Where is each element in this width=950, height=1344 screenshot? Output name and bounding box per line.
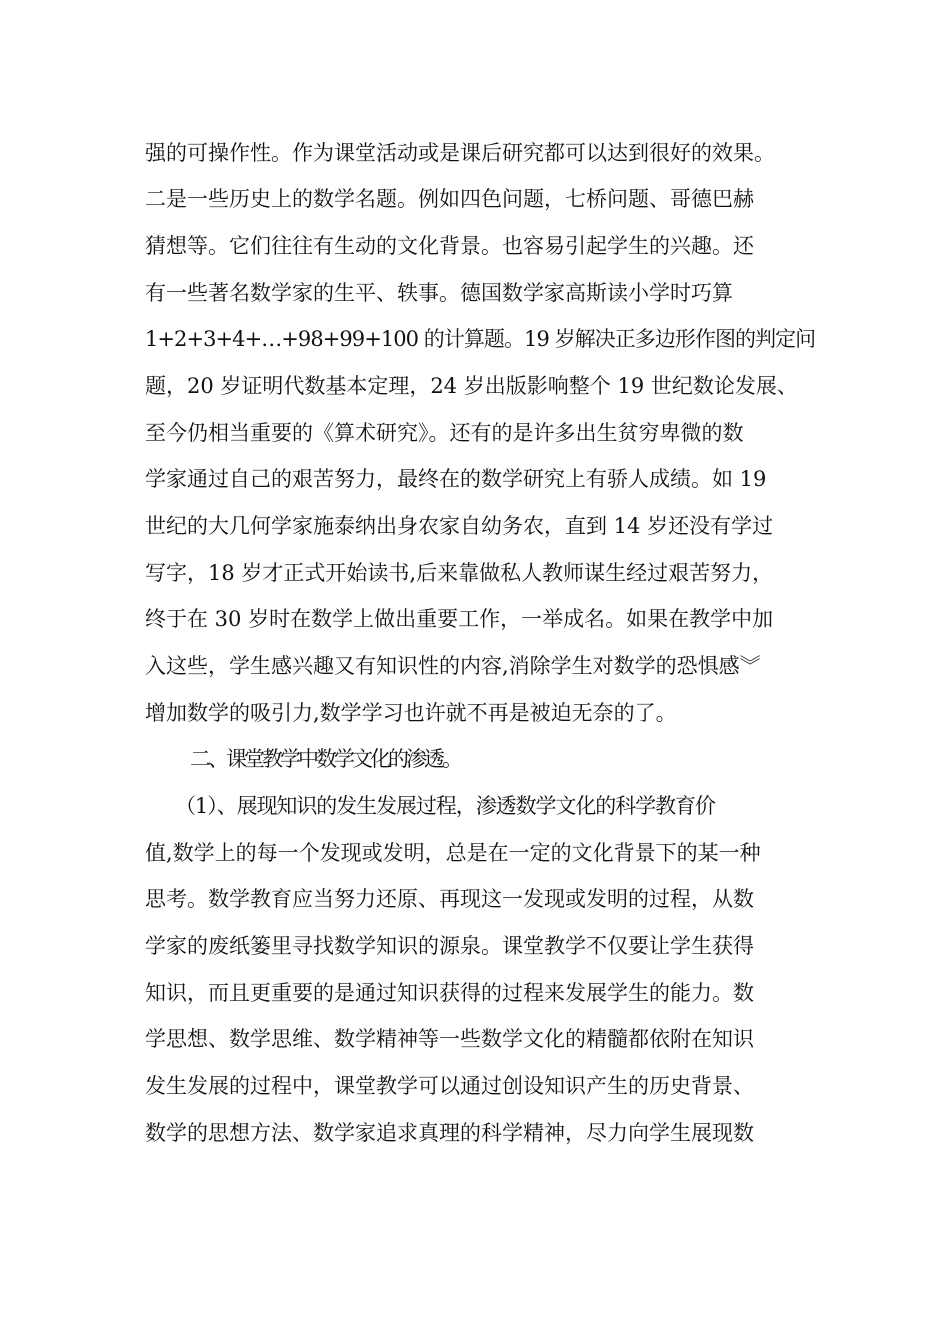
text-line: 二是一些历史上的数学名题。例如四色问题，七桥问题、哥德巴赫: [145, 187, 754, 211]
text-line: 值,数学上的每一个发现或发明，总是在一定的文化背景下的某一种: [145, 841, 761, 865]
text-line: 世纪的大几何学家施泰纳出身农家自幼务农，直到 14 岁还没有学过: [145, 514, 774, 538]
text-line: 写字，18 岁才正式开始读书,后来靠做私人教师谋生经过艰苦努力，: [145, 561, 774, 585]
text-line: 入这些，学生感兴趣又有知识性的内容,消除学生对数学的恐惧感︾: [145, 654, 761, 678]
section-heading: 二、课堂教学中数学文化的渗透。: [190, 747, 460, 771]
text-line: 终于在 30 岁时在数学上做出重要工作，一举成名。如果在教学中加: [145, 607, 774, 631]
text-line: 发生发展的过程中，课堂教学可以通过创设知识产生的历史背景、: [145, 1074, 754, 1098]
text-line: 题，20 岁证明代数基本定理，24 岁出版影响整个 19 世纪数论发展、: [145, 374, 798, 398]
text-line: 强的可操作性。作为课堂活动或是课后研究都可以达到很好的效果。: [145, 141, 775, 165]
text-line: 学思想、数学思维、数学精神等一些数学文化的精髓都依附在知识: [145, 1027, 754, 1051]
text-line: 知识，而且更重要的是通过知识获得的过程来发展学生的能力。数: [145, 981, 754, 1005]
text-line: （1）、展现知识的发生发展过程，渗透数学文化的科学教育价: [175, 794, 715, 818]
text-line: 学家的废纸篓里寻找数学知识的源泉。课堂教学不仅要让学生获得: [145, 934, 754, 958]
text-line: 至今仍相当重要的《算术研究》。还有的是许多出生贫穷卑微的数: [145, 421, 744, 445]
text-line: 猜想等。它们往往有生动的文化背景。也容易引起学生的兴趣。还: [145, 234, 754, 258]
text-line: 数学的思想方法、数学家追求真理的科学精神，尽力向学生展现数: [145, 1121, 754, 1145]
text-line: 有一些著名数学家的生平、轶事。德国数学家高斯读小学时巧算: [145, 281, 733, 305]
text-line: 学家通过自己的艰苦努力，最终在的数学研究上有骄人成绩。如 19: [145, 467, 767, 491]
text-line: 思考。数学教育应当努力还原、再现这一发现或发明的过程，从数: [145, 887, 754, 911]
text-line: 1+2+3+4+…+98+99+100 的计算题。19 岁解决正多边形作图的判定问: [145, 327, 816, 351]
text-line: 增加数学的吸引力,数学学习也许就不再是被迫无奈的了。: [145, 701, 677, 725]
